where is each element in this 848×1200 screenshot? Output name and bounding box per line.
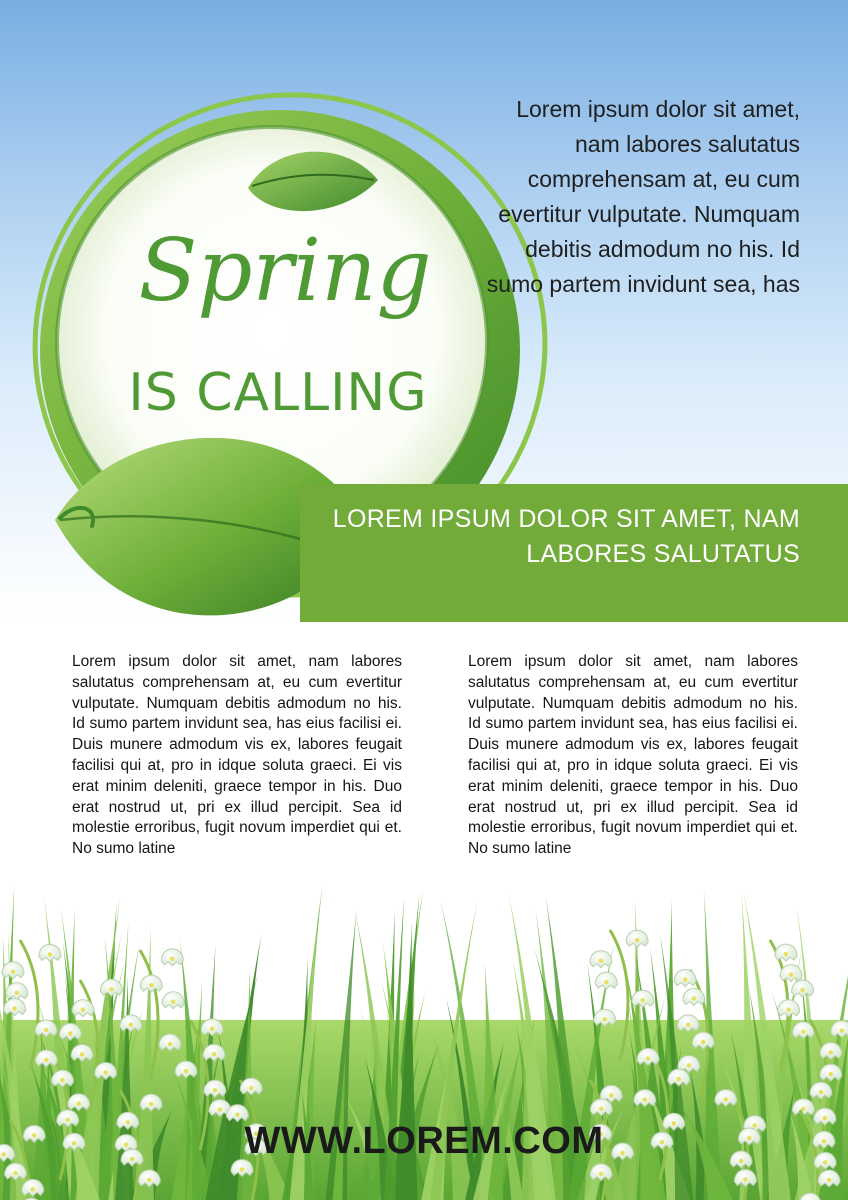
website-url: WWW.LOREM.COM — [244, 1120, 604, 1162]
banner-text: LOREM IPSUM DOLOR SIT AMET, NAM LABORES SALUTATUS — [332, 505, 800, 568]
emblem-subtitle: IS CALLING — [128, 363, 428, 423]
body-column-left: Lorem ipsum dolor sit amet, nam labores salutatus comprehensam at, eu cum evertitur vulputate. Numquam debitis admodum no his. Id sumo partem invidunt sea, has eius facilisi ei. Duis munere admodum vis ex, labores feugait facilisi qui at, pro in idque soluta graeci. Ei vis erat minim deleniti, graece tempor in his. Duo erat nostrud ut, pri ex illud percipit. Sea id molestie erroribus, fugit novum imperdiet qui et. No sumo latine — [72, 653, 402, 858]
emblem-script-word: Spring — [138, 221, 432, 321]
body-column-right: Lorem ipsum dolor sit amet, nam labores salutatus comprehensam at, eu cum evertitur vulputate. Numquam debitis admodum no his. Id sumo partem invidunt sea, has eius facilisi ei. Duis munere admodum vis ex, labores feugait facilisi qui at, pro in idque soluta graeci. Ei vis erat minim deleniti, graece tempor in his. Duo erat nostrud ut, pri ex illud percipit. Sea id molestie erroribus, fugit novum imperdiet qui et. No sumo latine — [468, 653, 798, 858]
intro-text: Lorem ipsum dolor sit amet, nam labores salutatus comprehensam at, eu cum evertitur vulputate. Numquam debitis admodum no his. Id sumo partem invidunt sea, has — [486, 96, 800, 297]
